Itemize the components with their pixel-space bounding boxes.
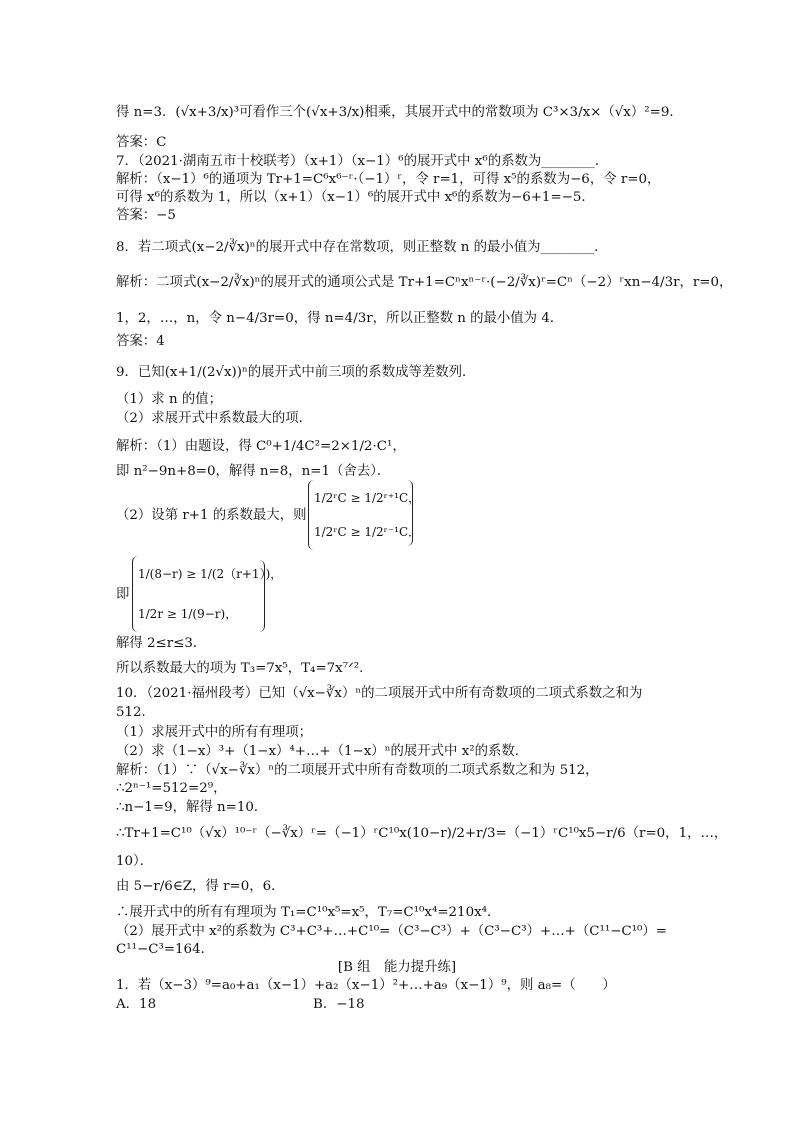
text-line: 可得 x⁶的系数为 1，所以（x+1）（x−1）⁶的展开式中 x⁶的系数为−6+1=−5．: [116, 190, 595, 205]
text-line: 解析：（x−1）⁶的通项为 Tr+1=C⁶x⁶⁻ʳ·（−1）ʳ，令 r=1，可得 x⁵的系数为−6，令 r=0，: [116, 172, 661, 187]
option-a: A．18: [116, 997, 157, 1012]
question-b1: 1．若（x−3）⁹=a₀+a₁（x−1）+a₂（x−1）²+…+a₉（x−1）⁹，则 a₈=（ ）: [116, 978, 616, 993]
text-line: 由 5−r/6∈Z，得 r=0，6．: [116, 879, 285, 894]
text-line: ∴2ⁿ⁻¹=512=2⁹，: [116, 781, 227, 796]
text-line: 所以系数最大的项为 T₃=7x⁵，T₄=7x⁷ᐟ².: [116, 661, 364, 676]
text-line: 解析：（1）∵（√x−∛x）ⁿ的二项展开式中所有奇数项的二项式系数之和为 512，: [116, 763, 599, 778]
text-line: 1，2，…，n，令 n−4/3r=0，得 n=4/3r，所以正整数 n 的最小值为 4．: [116, 311, 564, 326]
text-line: 得 n=3．(√x+3/x)³可看作三个(√x+3/x)相乘，其展开式中的常数项为 C³×3/x×（√x）²=9．: [116, 105, 683, 120]
answer-line: 答案：−5: [116, 208, 176, 223]
text-line: （2）求展开式中系数最大的项．: [116, 411, 312, 426]
text-line: 解得 2≤r≤3．: [116, 636, 207, 651]
answer-line: 答案：4: [116, 334, 165, 349]
question-10: 10．（2021·福州段考）已知（√x−∛x）ⁿ的二项展开式中所有奇数项的二项式系数之和为: [116, 686, 643, 701]
text-line: （1）求 n 的值；: [116, 392, 222, 407]
text-line: 解析：（1）由题设，得 C⁰+1/4C²=2×1/2·C¹，: [116, 439, 406, 454]
text-line: ∴展开式中的所有有理项为 T₁=C¹⁰x⁵=x⁵，T₇=C¹⁰x⁴=210x⁴．: [116, 905, 501, 920]
option-b: B．−18: [313, 997, 365, 1012]
text-line: ∴n−1=9，解得 n=10．: [116, 800, 268, 815]
question-7: 7．（2021·湖南五市十校联考）（x+1）（x−1）⁶的展开式中 x⁶的系数为________．: [116, 154, 609, 169]
text-line: 10）．: [116, 854, 154, 869]
inequality-line: 1/2ʳC ≥ 1/2ʳ⁻¹C．: [314, 525, 421, 539]
text-line: （2）设第 r+1 的系数最大，则: [116, 508, 307, 523]
section-heading: [B 组 能力提升练]: [337, 960, 457, 975]
text-line: 即 n²−9n+8=0，解得 n=8，n=1（舍去）．: [116, 464, 391, 479]
text-line: 512．: [116, 705, 155, 720]
inequality-line: 1/(8−r) ≥ 1/(2（r+1）)，: [138, 567, 283, 581]
question-8: 8．若二项式(x−2/∛x)ⁿ的展开式中存在常数项，则正整数 n 的最小值为________．: [116, 240, 608, 255]
text-line: （1）求展开式中的所有有理项；: [116, 725, 312, 740]
inequality-line: 1/2ʳC ≥ 1/2ʳ⁺¹C，: [314, 491, 421, 505]
inequality-line: 1/2r ≥ 1/(9−r)，: [138, 607, 238, 621]
text-line: （2）求（1−x）³+（1−x）⁴+…+（1−x）ⁿ的展开式中 x²的系数．: [116, 744, 529, 759]
text-line: （2）展开式中 x²的系数为 C³+C³+…+C¹⁰=（C³−C³）+（C³−C³）+…+（C¹¹−C¹⁰）=: [116, 924, 668, 939]
answer-line: 答案：C: [116, 135, 167, 150]
text-line: 即: [116, 587, 130, 602]
text-line: C¹¹−C³=164．: [116, 942, 214, 957]
question-9: 9．已知(x+1/(2√x))ⁿ的展开式中前三项的系数成等差数列．: [116, 365, 476, 380]
text-line: 解析：二项式(x−2/∛x)ⁿ的展开式的通项公式是 Tr+1=Cⁿxⁿ⁻ʳ·(−2/∛x)ʳ=Cⁿ（−2）ʳxn−4/3r，r=0，: [116, 275, 733, 290]
text-line: ∴Tr+1=C¹⁰（√x）¹⁰⁻ʳ（−∛x）ʳ=（−1）ʳC¹⁰x(10−r)/2+r/3=（−1）ʳC¹⁰x5−r/6（r=0，1，…，: [116, 826, 728, 841]
